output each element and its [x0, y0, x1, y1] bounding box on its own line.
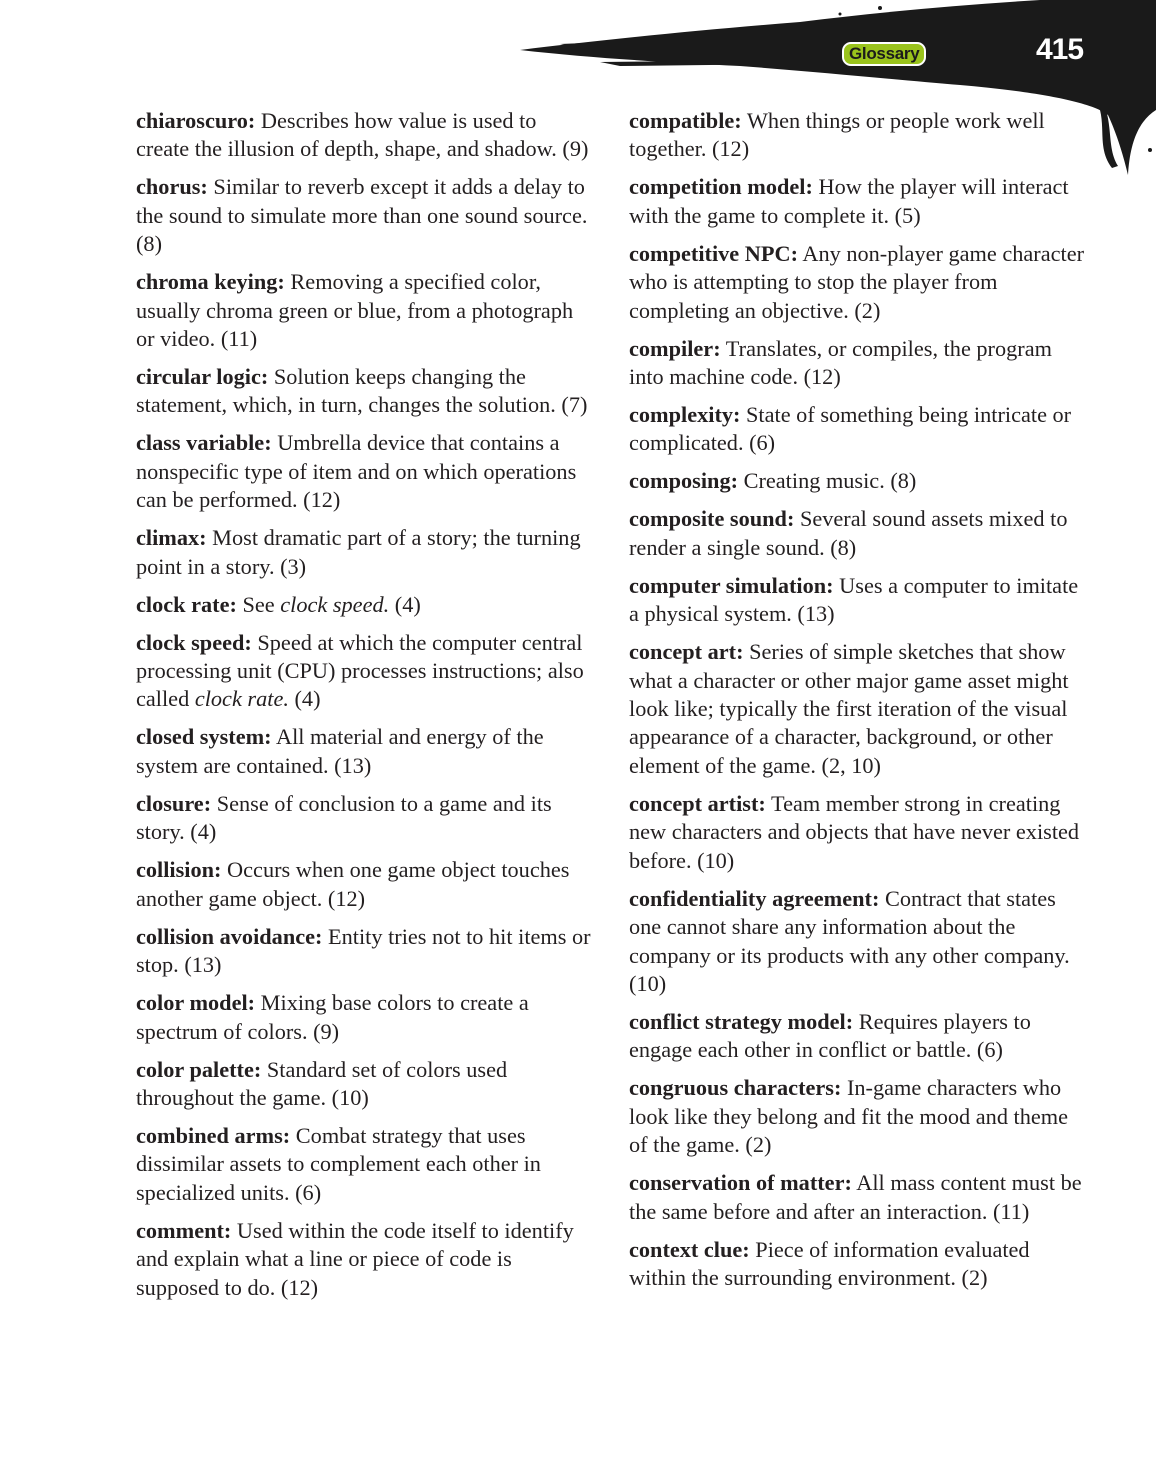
cross-reference: clock speed. [280, 591, 390, 617]
glossary-term: computer simulation: [629, 572, 834, 598]
glossary-definition: How the player will interact with the game to complete it. (5) [629, 174, 1069, 228]
glossary-term: congruous characters: [629, 1075, 842, 1101]
glossary-definition: Removing a specified color, usually chroma green or blue, from a photograph or video. (11) [136, 269, 574, 352]
glossary-entry [136, 268, 594, 353]
glossary-entry [629, 240, 1087, 325]
glossary-term: context clue: [629, 1236, 750, 1262]
glossary-term: closure: [136, 790, 212, 816]
glossary-definition: Creating music. (8) [738, 468, 917, 494]
glossary-entry [136, 923, 594, 980]
chapter-reference: (4) [389, 591, 421, 617]
glossary-column-right [629, 107, 1087, 1302]
glossary-definition: Piece of information evaluated within the surrounding environment. (2) [629, 1236, 1030, 1290]
chapter-reference: (4) [288, 686, 321, 712]
glossary-entry [629, 335, 1087, 392]
glossary-entry [629, 505, 1087, 562]
glossary-term: concept art: [629, 639, 744, 665]
glossary-entry [136, 790, 594, 847]
glossary-entry [629, 173, 1087, 230]
glossary-definition: Solution keeps changing the statement, which, in turn, changes the solution. (7) [136, 364, 588, 418]
cross-reference: clock rate. [194, 686, 289, 712]
glossary-term: conservation of matter: [629, 1170, 852, 1196]
glossary-definition: Requires players to engage each other in conflict or battle. (6) [629, 1008, 1031, 1063]
glossary-entry [136, 524, 594, 581]
glossary-entry [136, 989, 594, 1046]
glossary-entry [629, 790, 1087, 875]
glossary-term: confidentiality agreement: [629, 885, 880, 911]
glossary-entry [136, 429, 594, 514]
glossary-entry [136, 591, 594, 619]
glossary-definition: All mass content must be the same before and after an interaction. (11) [629, 1170, 1082, 1224]
glossary-definition: Sense of conclusion to a game and its story. (4) [136, 790, 552, 845]
glossary-definition: Entity tries not to hit items or stop. (13) [136, 923, 591, 978]
glossary-term: color model: [136, 990, 256, 1016]
glossary-definition: In-game characters who look like they belong and fit the mood and theme of the game. (2) [629, 1075, 1069, 1158]
glossary-entry [136, 856, 594, 913]
glossary-term: collision: [136, 857, 222, 883]
glossary-entry [136, 1217, 594, 1302]
glossary-term: competitive NPC: [629, 240, 799, 266]
glossary-definition: Team member strong in creating new characters and objects that have never existed before. (10) [629, 790, 1080, 873]
glossary-definition: Speed at which the computer central processing unit (CPU) processes instructions; also called [136, 629, 584, 712]
glossary-definition: Uses a computer to imitate a physical system. (13) [629, 572, 1079, 627]
glossary-definition: See [236, 591, 281, 617]
glossary-definition: Occurs when one game object touches another game object. (12) [136, 857, 570, 911]
glossary-entry [629, 1008, 1087, 1065]
glossary-definition: State of something being intricate or complicated. (6) [629, 402, 1072, 456]
glossary-term: combined arms: [136, 1122, 291, 1148]
glossary-term: composing: [629, 468, 739, 494]
glossary-term: climax: [136, 525, 207, 551]
glossary-term: closed system: [136, 724, 272, 750]
glossary-term: compatible: [629, 108, 742, 133]
glossary-definition: Any non-player game character who is attempting to stop the player from completing an objective. (2) [629, 240, 1085, 323]
glossary-definition: Similar to reverb except it adds a delay to the sound to simulate more than one sound source. (8) [136, 174, 588, 257]
glossary-definition: Mixing base colors to create a spectrum of colors. (9) [136, 990, 529, 1044]
glossary-definition: All material and energy of the system are contained. (13) [136, 724, 544, 778]
glossary-entry [629, 401, 1087, 458]
glossary-entry [629, 1236, 1087, 1293]
glossary-term: composite sound: [629, 506, 795, 532]
glossary-entry [136, 107, 594, 164]
glossary-definition: Describes how value is used to create the illusion of depth, shape, and shadow. (9) [136, 108, 589, 162]
glossary-term: compiler: [629, 335, 721, 361]
glossary-definition: When things or people work well together. (12) [629, 108, 1045, 162]
glossary-definition: Translates, or compiles, the program into machine code. (12) [629, 335, 1052, 390]
glossary-definition: Contract that states one cannot share any information about the company or its products with any other company. (10) [629, 885, 1070, 996]
glossary-definition: Umbrella device that contains a nonspecific type of item and on which operations can be performed. (12) [136, 430, 577, 513]
glossary-definition: Used within the code itself to identify and explain what a line or piece of code is supposed to do. (12) [136, 1217, 574, 1300]
glossary-term: chiaroscuro: [136, 108, 256, 133]
glossary-entry [629, 1169, 1087, 1226]
glossary-term: clock speed: [136, 629, 252, 655]
glossary-term: conflict strategy model: [629, 1008, 854, 1034]
glossary-entry [629, 467, 1087, 495]
glossary-column-left [136, 107, 594, 1312]
glossary-term: circular logic: [136, 364, 269, 390]
glossary-entry [136, 173, 594, 258]
glossary-entry [136, 723, 594, 780]
glossary-definition: Standard set of colors used throughout the game. (10) [136, 1056, 508, 1110]
glossary-definition: Most dramatic part of a story; the turning point in a story. (3) [136, 525, 581, 579]
glossary-entry [629, 1074, 1087, 1159]
glossary-definition: Combat strategy that uses dissimilar assets to complement each other in specialized units. (6) [136, 1122, 541, 1205]
glossary-term: collision avoidance: [136, 923, 323, 949]
glossary-entry [136, 1056, 594, 1113]
glossary-entry [629, 572, 1087, 629]
glossary-term: chorus: [136, 174, 208, 200]
glossary-term: comment: [136, 1217, 232, 1243]
glossary-definition: Series of simple sketches that show what a character or other major game asset might look like; typically the first iteration of the visual appearance of a character, background, or other element of the game. (2, 10) [629, 639, 1069, 778]
page-number: 415 [1036, 33, 1084, 66]
glossary-term: chroma keying: [136, 269, 285, 295]
glossary-entry [629, 107, 1087, 164]
glossary-entry [136, 1122, 594, 1207]
glossary-term: color palette: [136, 1056, 262, 1082]
glossary-term: competition model: [629, 174, 813, 200]
glossary-term: concept artist: [629, 790, 766, 816]
glossary-entry [136, 363, 594, 420]
glossary-entry [136, 629, 594, 714]
glossary-term: clock rate: [136, 591, 237, 617]
glossary-term: complexity: [629, 402, 741, 428]
section-label: Glossary [842, 42, 926, 66]
glossary-entry [629, 885, 1087, 999]
glossary-entry [629, 638, 1087, 780]
glossary-term: class variable: [136, 430, 272, 456]
glossary-definition: Several sound assets mixed to render a single sound. (8) [629, 506, 1068, 560]
